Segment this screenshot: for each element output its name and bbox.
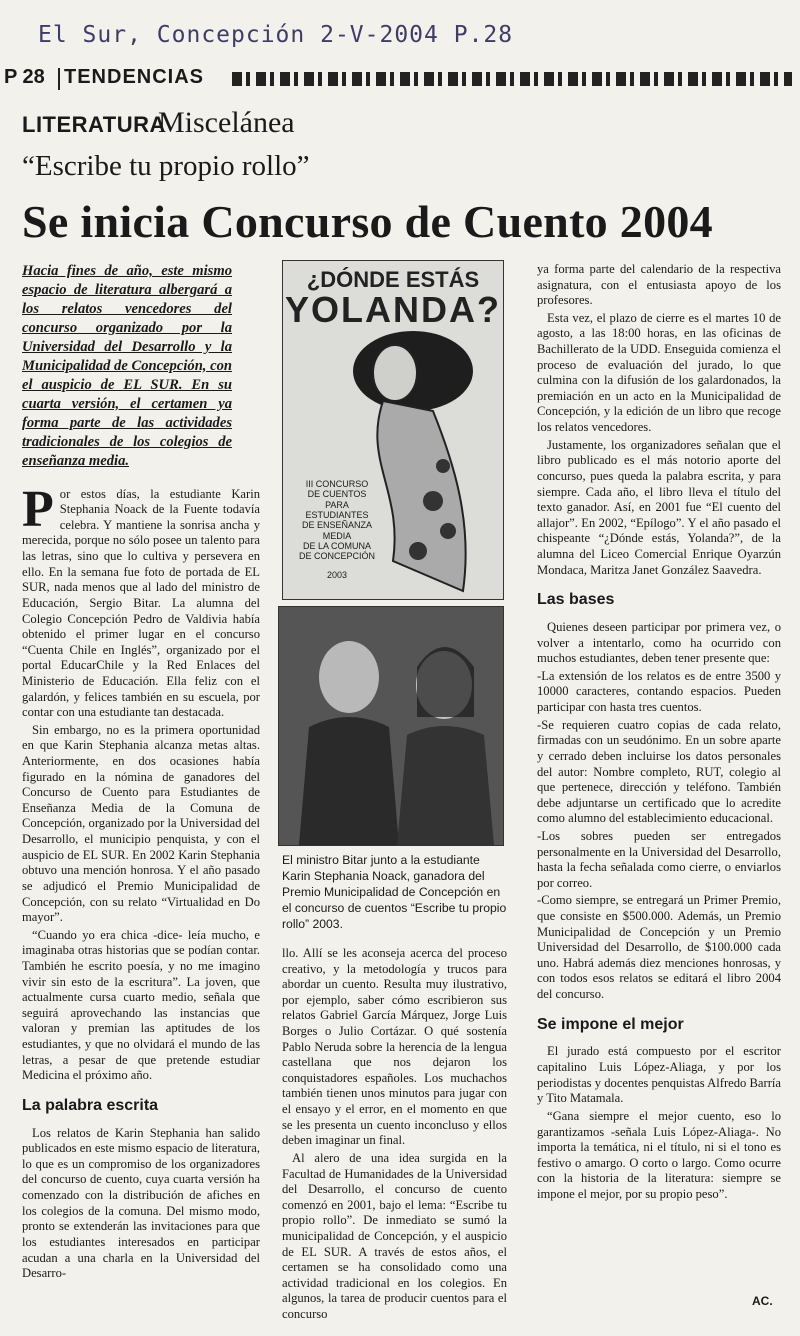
handwritten-archive-note: El Sur, Concepción 2-V-2004 P.28 (38, 22, 514, 48)
body-paragraph: Quienes deseen participar por primera vez, o volver a intentarlo, como ha ocurrido con muchos estudiantes, deben tener presente que: (537, 620, 781, 666)
column-1 (22, 262, 260, 1284)
column-3 (537, 262, 781, 1205)
page-number: P 28 (4, 66, 45, 88)
body-paragraph: Justamente, los organizadores señalan que el libro publicado es el más notorio aporte del concurso, pues queda la palabra escrita, y para siempre. Cada año, el libro lleva el título del texto ganador. Así, en 2001 fue “El cuento del allajor”. En 2002, “Epílogo”. Y el año pasado el chispeante “¿Dónde estás, Yolanda?”, de la alumna del Liceo Comercial Enrique Oyarzún Mondaca, Maritza Janet González Saavedra. (537, 437, 781, 577)
body-paragraph: El jurado está compuesto por el escritor capitalino Luis López-Aliaga, y por los periodistas y docentes penquistas Alfredo Barría y Tito Matamala. (537, 1044, 781, 1106)
body-paragraph: “Cuando yo era chica -dice- leía mucho, e imaginaba otras historias que se podían contar. También he escrito poesía, y no me imagino vivir sin esto de la escritura”. La joven, que actualmente cursa cuarto medio, señala que seguirá aprovechando las instancias que valoran y premian las aptitudes de los estudiantes, y que no olvidará el mundo de las letras, a pesar de que pretende estudiar Medicina el próximo año. (22, 927, 260, 1083)
section-title: TENDENCIAS (64, 66, 205, 88)
author-initials: AC. (752, 1294, 773, 1308)
poster-text: III CONCURSO DE CUENTOS PARA ESTUDIANTES DE ENSEÑANZA MEDIA DE LA COMUNA DE CONCEPCIÓN 2003 (298, 479, 375, 580)
subheading-las-bases: Las bases (537, 591, 615, 609)
body-paragraph: or estos días, la estudiante Karin Stephania Noack de la Fuente todavía celebra. Y mantiene la sonrisa ancha y merecida, porque no sólo posee un talento para las letras, sino que lo cultiva y persevera en ello. En la semana fue foto de portada de EL SUR, nada menos que al lado del ministro de Educación, Sergio Bitar. La alumna del Colegio Concepción Pedro de Valdivia había obtenido el primer lugar en el concurso “Cuenta Chile en Inglés”, organizado por el portal EducarChile y la Red Enlaces del Ministerio de Educación. Ella feliz con el galardón, y felices también en su escuela, por contar con una estudiante tan destacada. (22, 486, 260, 720)
body-paragraph: Esta vez, el plazo de cierre es el martes 10 de agosto, a las 18:00 horas, en las oficinas de Bachillerato de la UDD. Enseguida comienza el proceso de evaluación del jurado, lo que culmina con la difusión de los galardonados, la premiación en un acto en la Municipalidad de Concepción, y la edición de un libro que recoge los relatos vencedores. (537, 310, 781, 435)
column-2 (282, 946, 507, 1325)
photo-figures (279, 607, 503, 845)
rule-item: -Se requieren cuatro copias de cada relato, firmadas con un seudónimo. En un sobre aparte y cerrado deben incluirse los datos personales del autor: Nombre completo, RUT, colegio al que pertenece, dirección y teléfono. También debe adjuntarse un certificado que lo acredite como alumno del establecimiento educacional. (537, 717, 781, 826)
rule-item: -Los sobres pueden ser entregados personalmente en la Universidad del Desarrollo, hasta la fecha señalada como cierre, o enviarlos por correo. (537, 828, 781, 890)
dropcap: P (22, 480, 54, 538)
subheading-palabra-escrita: La palabra escrita (22, 1096, 159, 1114)
rule-item: -La extensión de los relatos es de entre 3500 y 10000 caracteres, contando espacios. Pueden participar con hasta tres cuentos. (537, 668, 781, 715)
poster-title-line2: YOLANDA? (285, 289, 501, 330)
body-paragraph: Al alero de una idea surgida en la Facultad de Humanidades de la Universidad del Desarrollo, el concurso de cuento comenzó en 2001, bajo el lema: “Escribe tu propio rollo”. De inmediato se sumó la municipalidad de Concepción, y el auspicio de EL SUR. A través de estos años, el certamen se ha consolidado como una actividad tradicional en los colegios. En algunos, la tarea de producir cuentos para el concurso (282, 1150, 507, 1322)
headline: Se inicia Concurso de Cuento 2004 (22, 196, 713, 247)
body-paragraph: “Gana siempre el mejor cuento, eso lo garantizamos -señala Luis López-Aliaga-. No importa la temática, ni el título, ni si el tono es festivo o amargo. O corto o largo. Como ocurre con la historia de la literatura: siempre se impone el mejor, por su propio peso”. (537, 1108, 781, 1201)
body-paragraph: ya forma parte del calendario de la respectiva asignatura, con el entusiasta apoyo de los profesores. (537, 262, 781, 308)
rule-item: -Como siempre, se entregará un Primer Premio, que consiste en $500.000. Además, un Premio Municipalidad de Concepción y un Premio Universidad del Desarrollo, de $100.000 cada uno. Habrá además diez menciones honrosas, y con todos esos relatos se editará el libro 2004 del concurso. (537, 893, 781, 1002)
topic-label: Miscelánea (158, 106, 295, 139)
body-paragraph: llo. Allí se les aconseja acerca del proceso creativo, y la metodología y trucos para abordar un cuento. Resulta muy ilustrativo, por ejemplo, saber cómo escribieron sus relatos Gabriel García Márquez, Jorge Luis Borges o Julio Cortázar. O qué sostenía Pablo Neruda sobre la herencia de la lengua castellana que nos dejaron los conquistadores españoles. Los muchachos también tienen unos minutos para jugar con el ensayo y el error, en el momento en que se les presenta un cuento inconcluso y ellos deben imaginar un final. (282, 946, 507, 1148)
poster-title-line1: ¿DÓNDE ESTÁS (306, 267, 480, 292)
article-body-1 (22, 480, 260, 1282)
subheading-se-impone-el-mejor: Se impone el mejor (537, 1015, 684, 1033)
pull-quote: “Escribe tu propio rollo” (22, 150, 310, 182)
photo-caption: El ministro Bitar junto a la estudiante Karin Stephania Noack, ganadora del Premio Municipalidad de Concepción en el concurso de cuentos “Escribe tu propio rollo” 2003. (282, 853, 507, 932)
category-label: LITERATURA (22, 112, 166, 137)
contest-poster-image (282, 260, 504, 600)
header-pattern (232, 72, 792, 86)
body-paragraph: Sin embargo, no es la primera oportunidad en que Karin Stephania alcanza metas altas. Anteriormente, en dos ocasiones había figurado en la nómina de ganadores del Concurso de Cuento para Estudiantes de Enseñanza Media de la Comuna de Concepción, organizado por la Universidad del Desarrollo, el municipio penquista, y con el auspicio de EL SUR. En 2002 Karin Stephania obtuvo una mención honrosa. Y el año pasado se adjudicó el Premio Municipalidad de Concepción, con su relato “Virtualidad en Do mayor”. (22, 722, 260, 925)
lead-paragraph: Hacia fines de año, este mismo espacio de literatura albergará a los relatos vencedores del concurso organizado por la Universidad del Desarrollo y la Municipalidad de Concepción, con el auspicio de EL SUR. En su cuarta versión, el certamen ya forma parte de las actividades tradicionales de los colegios de enseñanza media. (22, 263, 232, 469)
body-paragraph: Los relatos de Karin Stephania han salido publicados en este mismo espacio de literatura, lo que es un compromiso de los organizadores del concurso de cuento, cuya cuarta versión ha comenzado con la distribución de afiches en los colegios de la comuna. Del mismo modo, pronto se extenderán las invitaciones para que los estudiantes interesados en participar acudan a una charla en la Universidad del Desarro- (22, 1125, 260, 1281)
photo-minister-and-student (278, 606, 504, 846)
header-separator (58, 68, 60, 90)
